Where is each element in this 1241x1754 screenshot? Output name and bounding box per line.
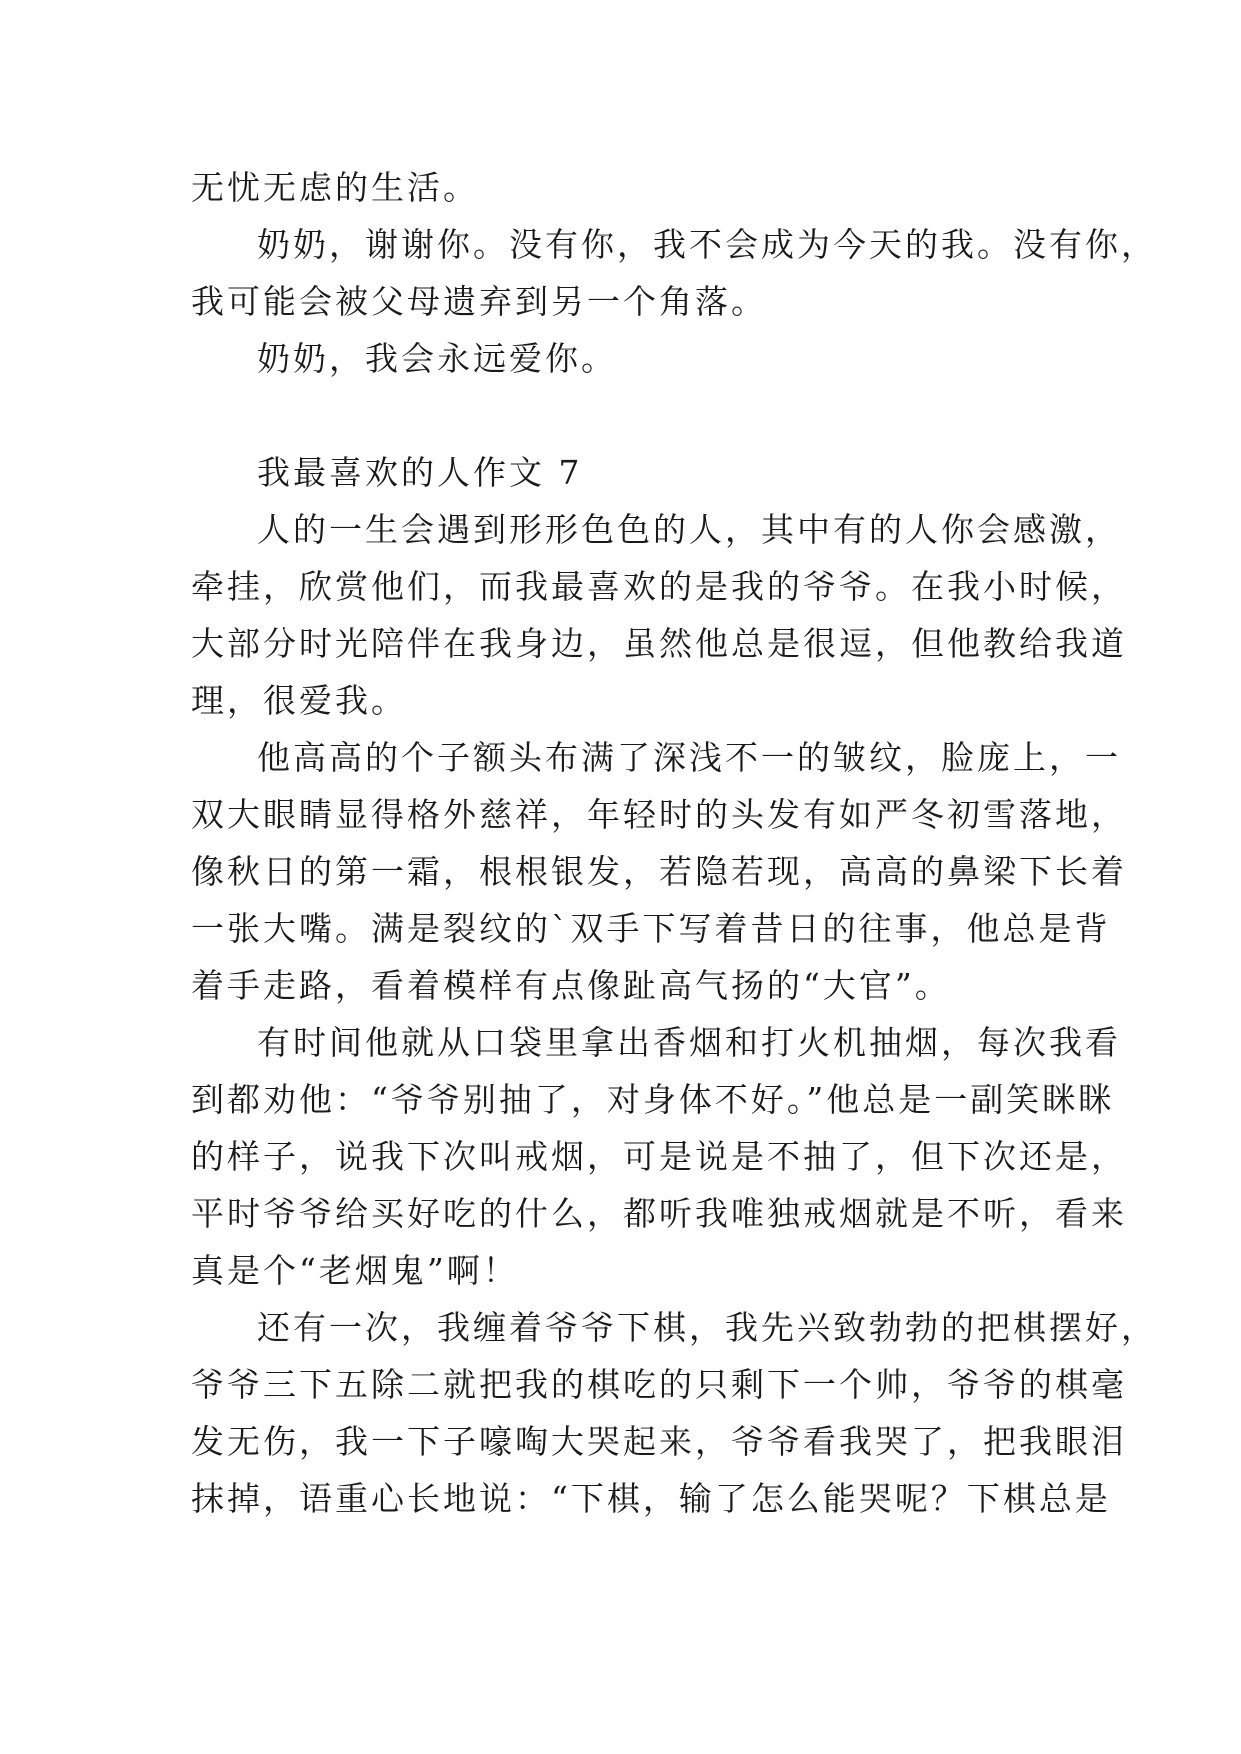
paragraph-start-line: 人的一生会遇到形形色色的人，其中有的人你会感激， — [257, 510, 1121, 549]
paragraph-start-line: 奶奶，我会永远爱你。 — [257, 339, 617, 378]
text-line: 我可能会被父母遗弃到另一个角落。 — [191, 282, 767, 321]
paragraph-start-line: 还有一次，我缠着爷爷下棋，我先兴致勃勃的把棋摆好， — [257, 1308, 1157, 1347]
text-line: 大部分时光陪伴在我身边，虽然他总是很逗，但他教给我道 — [191, 624, 1127, 663]
text-line: 爷爷三下五除二就把我的棋吃的只剩下一个帅，爷爷的棋毫 — [191, 1365, 1127, 1404]
text-line: 双大眼睛显得格外慈祥，年轻时的头发有如严冬初雪落地， — [191, 795, 1127, 834]
text-line: 真是个“老烟鬼”啊！ — [191, 1251, 519, 1290]
paragraph-start-line: 奶奶，谢谢你。没有你，我不会成为今天的我。没有你， — [257, 225, 1157, 264]
text-line: 平时爷爷给买好吃的什么，都听我唯独戒烟就是不听，看来 — [191, 1194, 1127, 1233]
text-line: 抹掉，语重心长地说：“下棋，输了怎么能哭呢？下棋总是 — [191, 1479, 1111, 1518]
text-line: 牵挂，欣赏他们，而我最喜欢的是我的爷爷。在我小时候， — [191, 567, 1127, 606]
text-line: 发无伤，我一下子嚎啕大哭起来，爷爷看我哭了，把我眼泪 — [191, 1422, 1127, 1461]
text-line: 到都劝他：“爷爷别抽了，对身体不好。”他总是一副笑眯眯 — [191, 1080, 1115, 1119]
text-line: 像秋日的第一霜，根根银发，若隐若现，高高的鼻梁下长着 — [191, 852, 1127, 891]
text-line: 一张大嘴。满是裂纹的`双手下写着昔日的往事，他总是背 — [191, 909, 1111, 948]
text-line: 无忧无虑的生活。 — [191, 168, 479, 207]
text-line: 着手走路，看着模样有点像趾高气扬的“大官”。 — [191, 966, 951, 1005]
text-line: 的样子，说我下次叫戒烟，可是说是不抽了，但下次还是， — [191, 1137, 1127, 1176]
text-line: 理，很爱我。 — [191, 681, 407, 720]
paragraph-start-line: 有时间他就从口袋里拿出香烟和打火机抽烟，每次我看 — [257, 1023, 1121, 1062]
section-heading: 我最喜欢的人作文 7 — [257, 453, 583, 492]
paragraph-start-line: 他高高的个子额头布满了深浅不一的皱纹，脸庞上，一 — [257, 738, 1121, 777]
